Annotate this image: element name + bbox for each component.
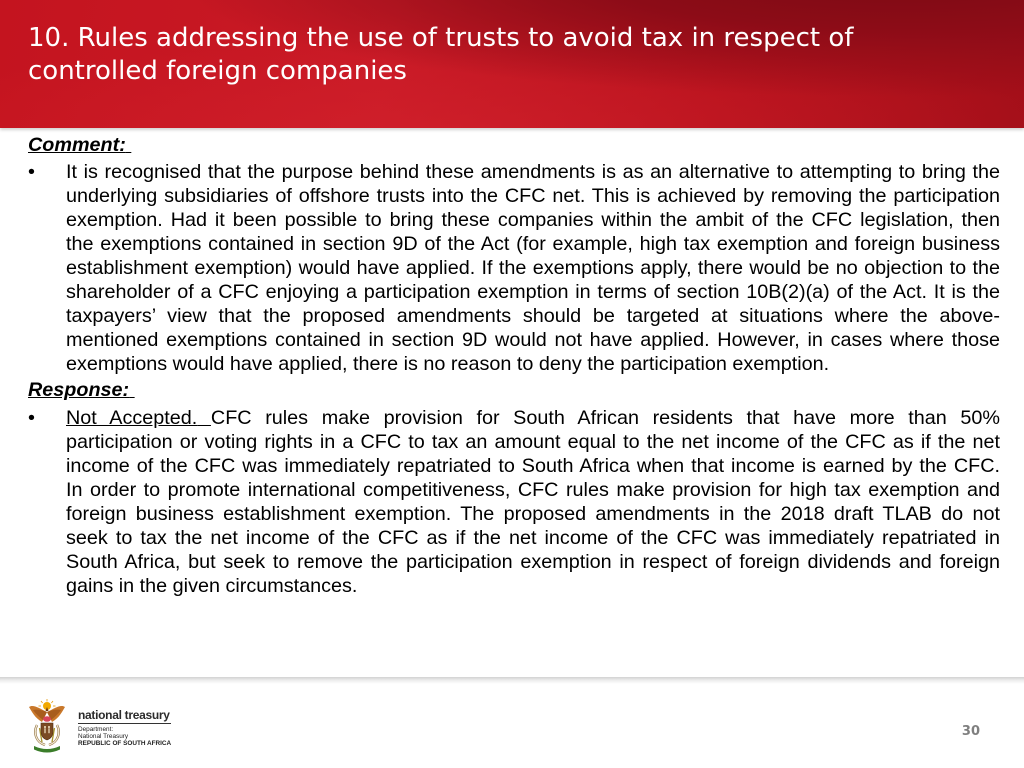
comment-text-line: exemption. Had it been possible to bring these companies within the ambit of the CFC legislation, then <box>66 209 1000 231</box>
response-text-line: foreign business establishment exemption. The proposed amendments in the 2018 draft TLAB do not <box>66 503 1000 525</box>
response-text-line: South Africa, but seek to remove the participation exemption in respect of foreign dividends and foreign <box>66 551 1000 573</box>
response-line-text: CFC rules make provision for South African residents that have more than 50% <box>210 407 1000 429</box>
response-text-line: In order to promote international competitiveness, CFC rules make provision for high tax exemption and <box>66 479 1000 501</box>
response-text-line: income of the CFC was immediately repatriated to South Africa when that income is earned by the CFC. <box>66 455 1000 477</box>
response-text-line: participation or voting rights in a CFC to tax an amount equal to the net income of the CFC as if the net <box>66 431 1000 453</box>
response-text-line: gains in the given circumstances. <box>66 575 358 597</box>
department-label: Department: <box>78 726 114 733</box>
response-bullet: • <box>28 407 35 429</box>
comment-text-line: exemptions would have applied, there is no reason to deny the participation exemption. <box>66 353 830 375</box>
response-text-line <box>66 406 1000 430</box>
footer-divider <box>0 677 1024 684</box>
logo-wordmark: national treasury <box>78 708 170 722</box>
comment-paragraph <box>66 160 1000 376</box>
title-banner <box>0 0 1024 128</box>
comment-text-line: underlying subsidiaries of offshore trusts into the CFC net. This is achieved by removing the participation <box>66 185 1000 207</box>
comment-text-line: It is recognised that the purpose behind these amendments is as an alternative to attempting to bring the <box>66 161 1000 183</box>
response-text-line: seek to tax the net income of the CFC as if the net income of the CFC was immediately repatriated in <box>66 527 1000 549</box>
slide-title: 10. Rules addressing the use of trusts to avoid tax in respect of controlled foreign companies <box>28 23 854 86</box>
country-name: REPUBLIC OF SOUTH AFRICA <box>78 740 172 747</box>
comment-bullet: • <box>28 161 35 183</box>
page-number: 30 <box>961 724 980 739</box>
response-status: Not Accepted. <box>66 407 198 429</box>
response-paragraph <box>66 406 1000 598</box>
comment-heading: Comment: <box>28 134 126 156</box>
comment-text-line: shareholder of a CFC enjoying a participation exemption in terms of section 10B(2)(a) of the Act. It is the <box>66 281 1000 303</box>
logo-underline <box>78 723 171 724</box>
comment-text-line: establishment exemption) would have applied. If the exemptions apply, there would be no objection to the <box>66 257 1000 279</box>
response-heading: Response: <box>28 379 130 401</box>
department-name: National Treasury <box>78 733 129 740</box>
coat-of-arms-icon <box>27 698 67 754</box>
comment-text-line: mentioned exemptions contained in section 9D would not have applied. However, in cases where those <box>66 329 1000 351</box>
comment-text-line: the exemptions contained in section 9D of the Act (for example, high tax exemption and foreign business <box>66 233 1000 255</box>
comment-text-line: taxpayers’ view that the proposed amendments should be targeted at situations where the above- <box>66 305 1000 327</box>
